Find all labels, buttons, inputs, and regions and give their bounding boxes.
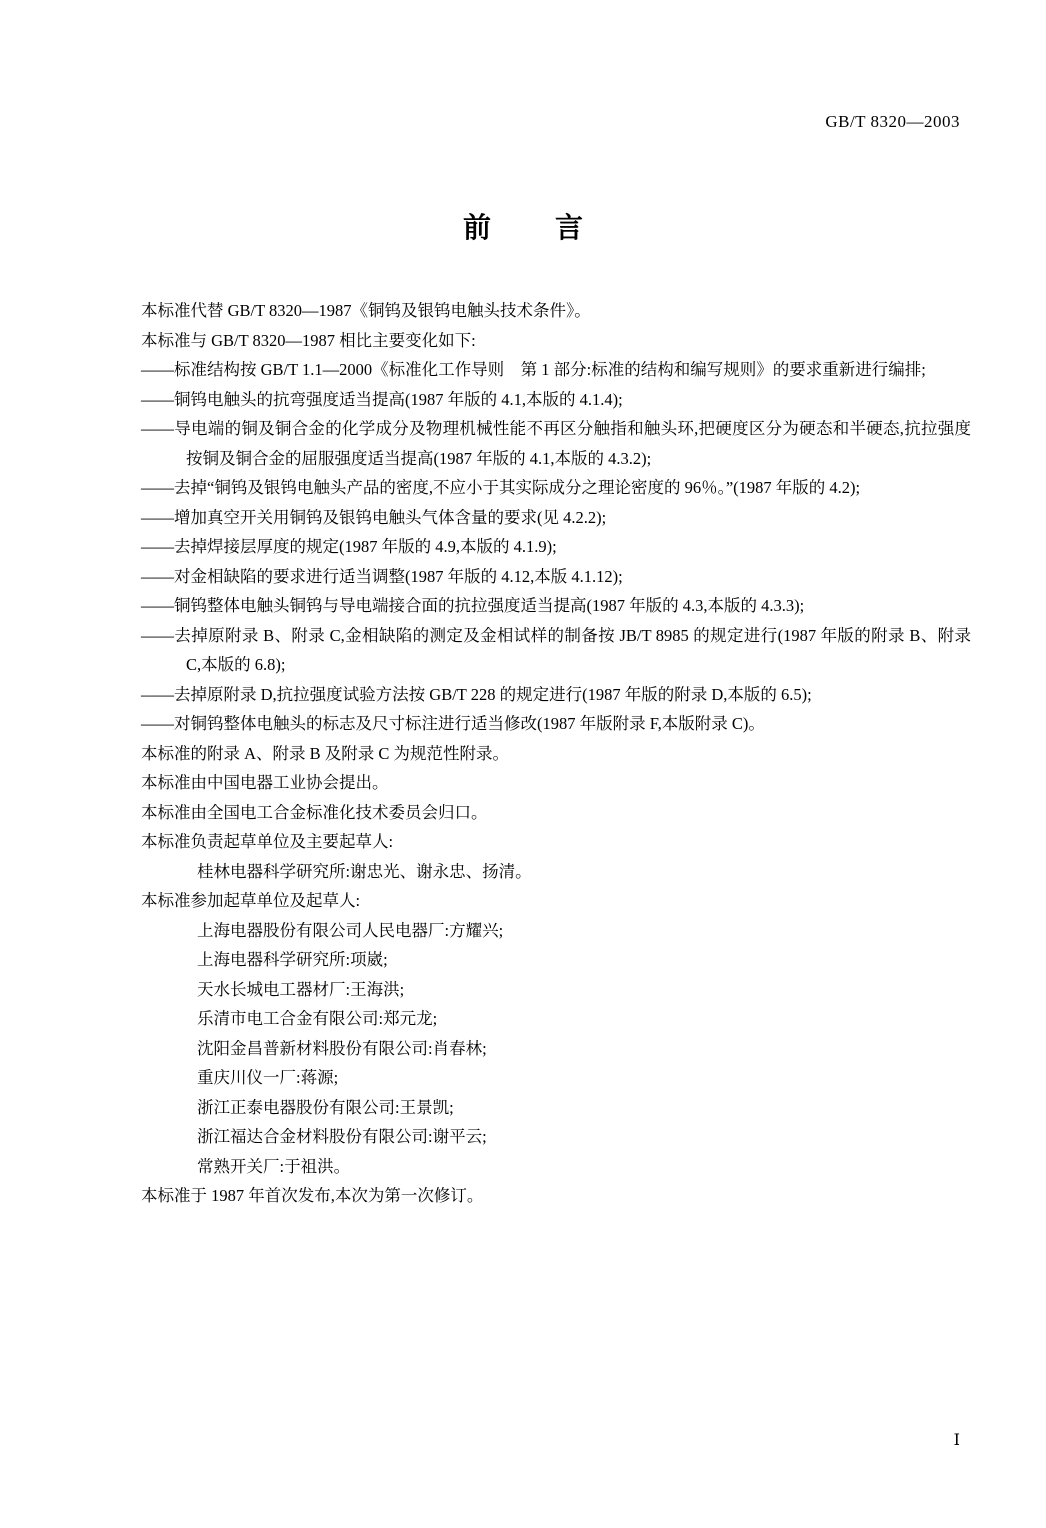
foreword-intro-line: 本标准代替 GB/T 8320—1987《铜钨及银钨电触头技术条件》。: [141, 301, 591, 320]
change-item: ——增加真空开关用铜钨及银钨电触头气体含量的要求(见 4.2.2);: [141, 507, 607, 527]
foreword-closing: 本标准于 1987 年首次发布,本次为第一次修订。: [141, 1186, 484, 1205]
change-item: ——去掉“铜钨及银钨电触头产品的密度,不应小于其实际成分之理论密度的 96％。”(1987 年版的 4.2);: [141, 478, 861, 497]
foreword-intro-line: 本标准与 GB/T 8320—1987 相比主要变化如下:: [141, 330, 476, 350]
change-item: ——铜钨整体电触头铜钨与导电端接合面的抗拉强度适当提高(1987 年版的 4.3,本版的 4.3.3);: [141, 596, 805, 615]
participant-entry: 天水长城电工器材厂:王海洪;: [197, 979, 405, 999]
participants-label: 本标准参加起草单位及起草人:: [141, 891, 361, 910]
foreword-statement: 本标准由中国电器工业协会提出。: [141, 773, 389, 792]
change-item: ——标准结构按 GB/T 1.1—2000《标准化工作导则 第 1 部分:标准的结构和编写规则》的要求重新进行编排;: [141, 360, 926, 379]
participant-entry: 沈阳金昌普新材料股份有限公司:肖春林;: [197, 1038, 487, 1058]
change-item: ——铜钨电触头的抗弯强度适当提高(1987 年版的 4.1,本版的 4.1.4);: [141, 389, 623, 409]
page-number: Ⅰ: [953, 1432, 960, 1449]
participant-entry: 乐清市电工合金有限公司:郑元龙;: [197, 1009, 438, 1028]
change-item: ——对铜钨整体电触头的标志及尺寸标注进行适当修改(1987 年版附录 F,本版附录 C)。: [141, 714, 765, 733]
foreword-content: [141, 296, 971, 1211]
participant-entry: 浙江福达合金材料股份有限公司:谢平云;: [197, 1127, 487, 1146]
change-item: ——去掉焊接层厚度的规定(1987 年版的 4.9,本版的 4.1.9);: [141, 537, 557, 556]
participant-entry: 重庆川仪一厂:蒋源;: [197, 1068, 339, 1087]
change-item: ——对金相缺陷的要求进行适当调整(1987 年版的 4.12,本版 4.1.12);: [141, 566, 623, 586]
participant-entry: 上海电器科学研究所:项崴;: [197, 950, 388, 969]
change-item: ——去掉原附录 B、附录 C,金相缺陷的测定及金相试样的制备按 JB/T 8985 的规定进行(1987 年版的附录 B、附录 C,本版的 6.8);: [141, 625, 971, 674]
page-header-standard-code: GB/T 8320—2003: [825, 112, 960, 131]
participant-entry: 浙江正泰电器股份有限公司:王景凯;: [197, 1097, 454, 1117]
foreword-statement: 本标准的附录 A、附录 B 及附录 C 为规范性附录。: [141, 743, 510, 763]
participant-entry: 常熟开关厂:于祖洪。: [197, 1156, 351, 1176]
change-item: ——去掉原附录 D,抗拉强度试验方法按 GB/T 228 的规定进行(1987 年版的附录 D,本版的 6.5);: [141, 684, 812, 704]
change-item: ——导电端的铜及铜合金的化学成分及物理机械性能不再区分触指和触头环,把硬度区分为硬态和半硬态,抗拉强度按铜及铜合金的屈服强度适当提高(1987 年版的 4.1,本版的 4.3.2);: [141, 419, 971, 468]
foreword-statement: 本标准由全国电工合金标准化技术委员会归口。: [141, 802, 488, 822]
foreword-statement: 本标准负责起草单位及主要起草人:: [141, 832, 394, 851]
participant-entry: 上海电器股份有限公司人民电器厂:方耀兴;: [197, 920, 504, 940]
main-drafter-entry: 桂林电器科学研究所:谢忠光、谢永忠、扬清。: [197, 861, 532, 881]
page-title: 前 言: [462, 211, 601, 244]
